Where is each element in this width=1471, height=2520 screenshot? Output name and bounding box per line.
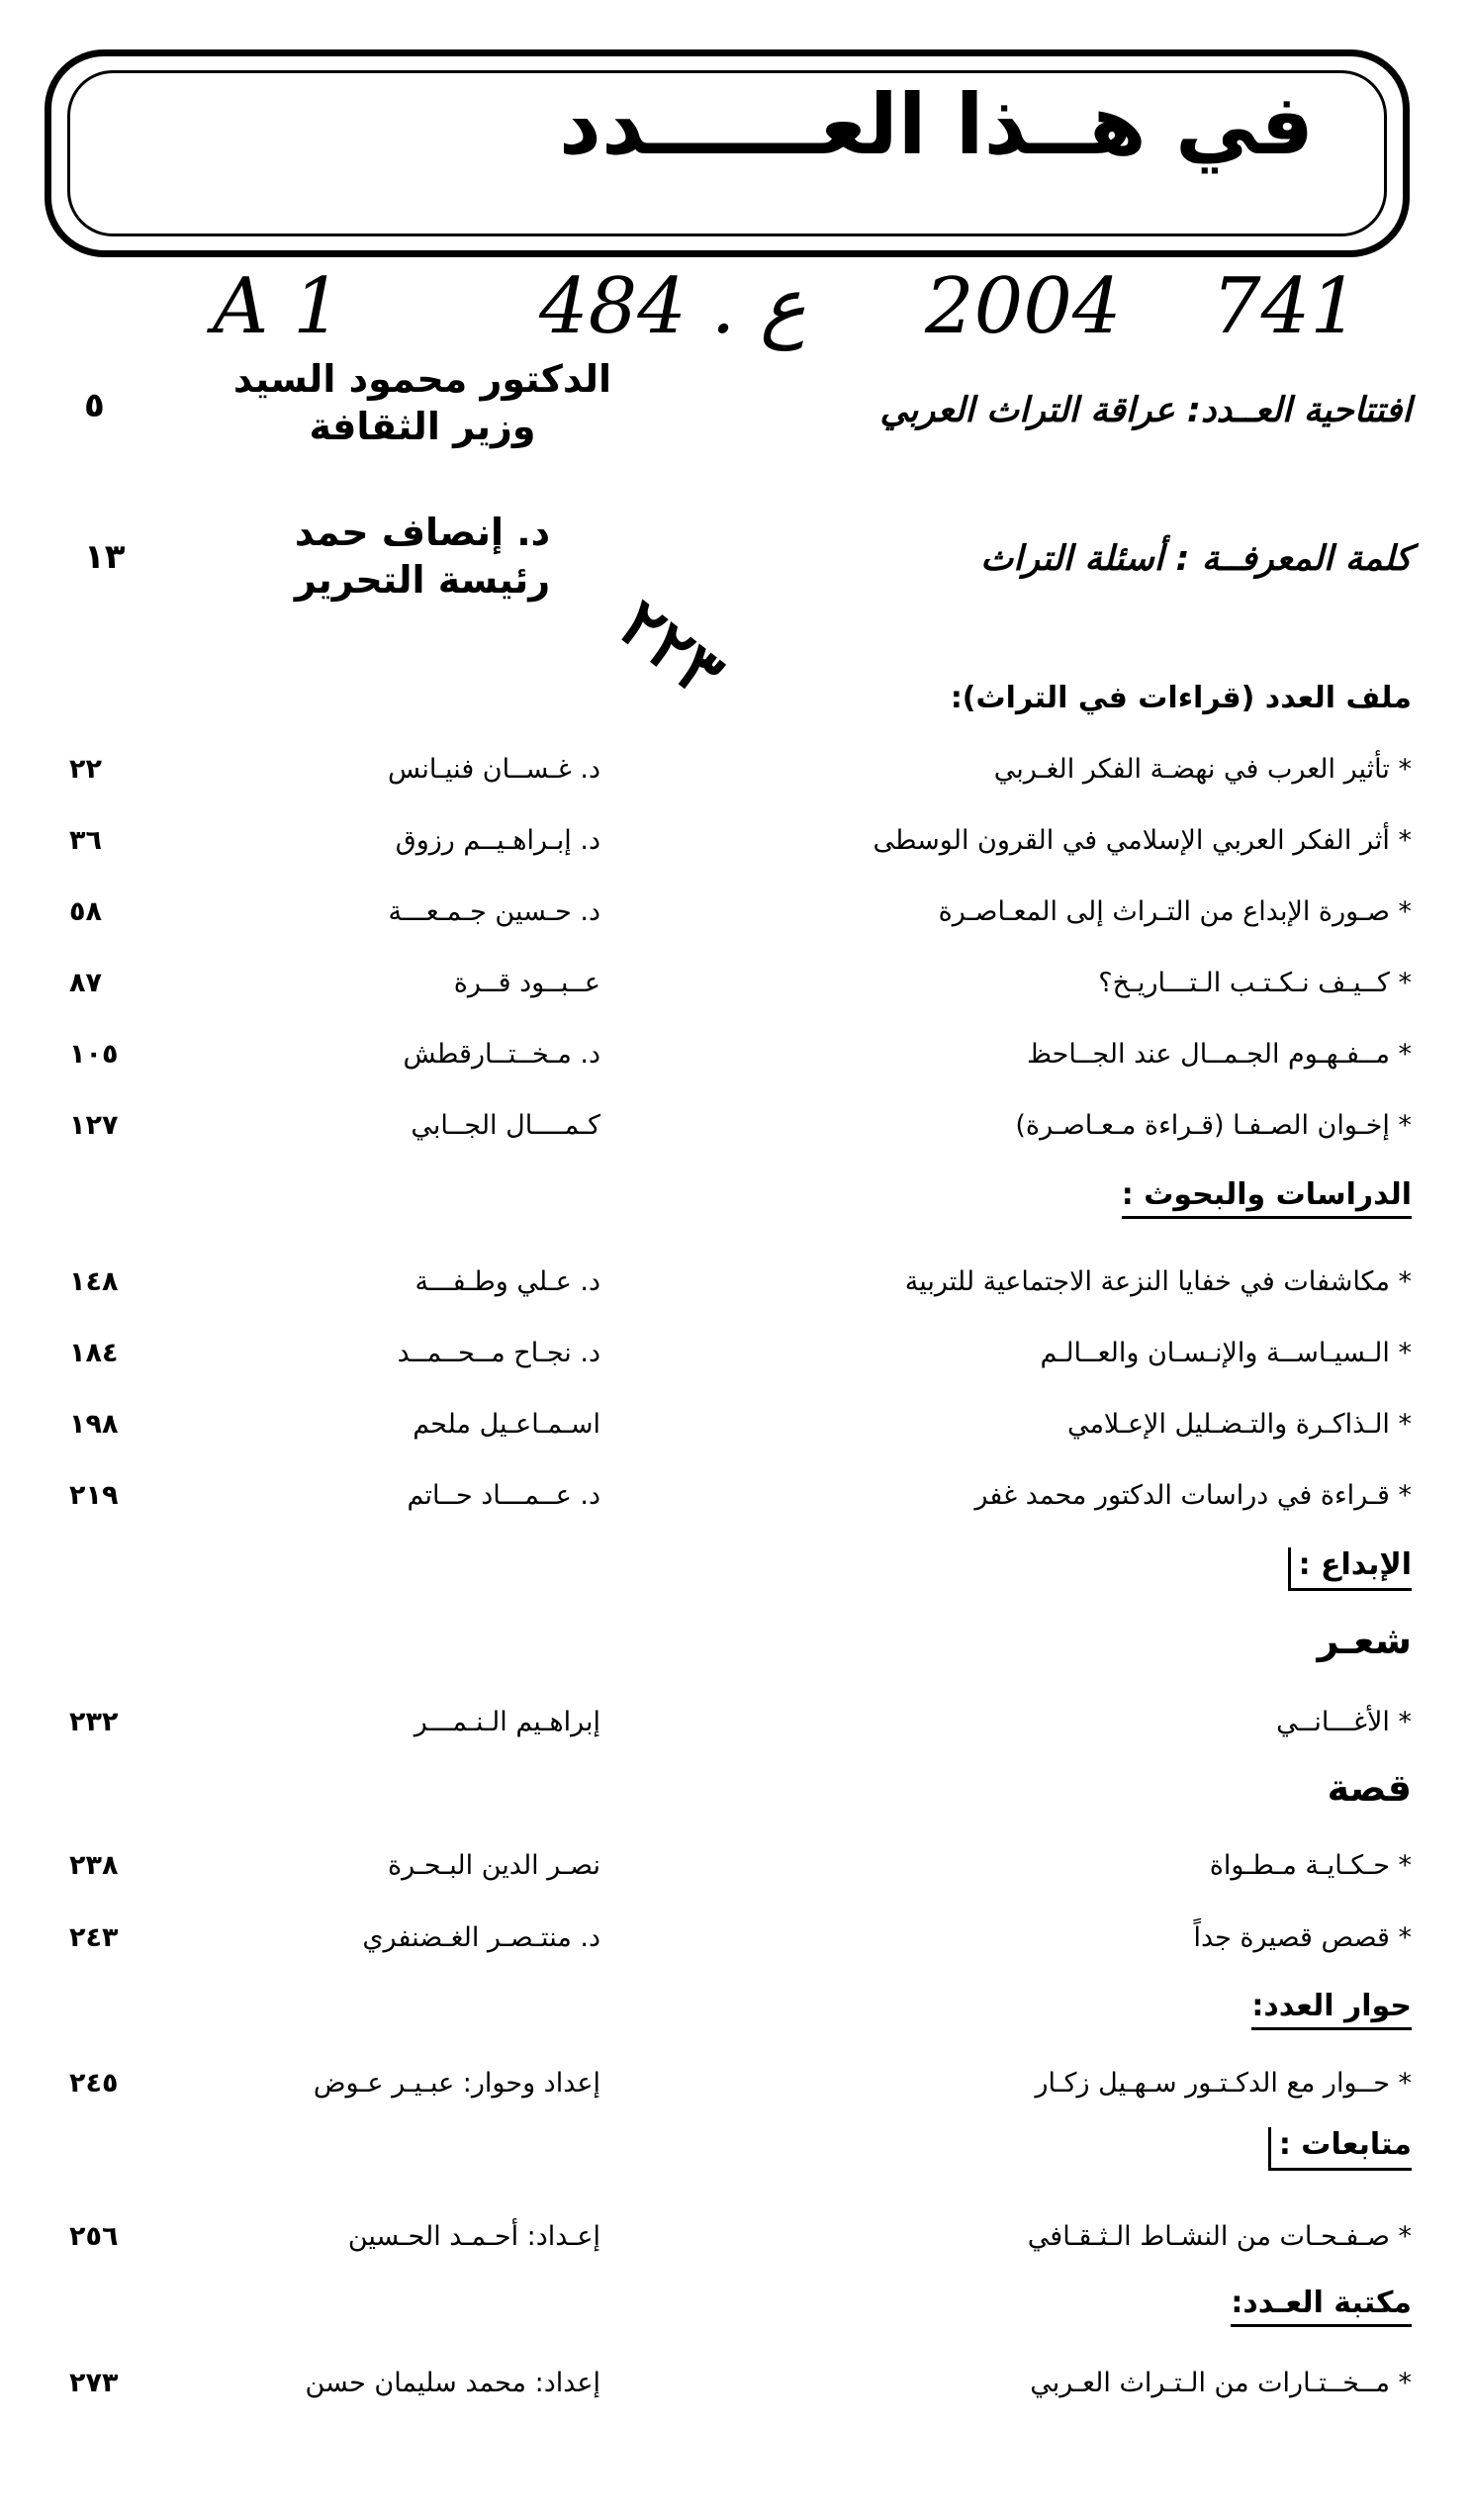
toc-author: إبراهـيم الـنـمـــر: [414, 1707, 600, 1737]
toc-author: إعـداد: أحـمـد الحـسين: [347, 2221, 600, 2252]
toc-topic: * إخـوان الصـفـا (قـراءة مـعـاصـرة): [1015, 1110, 1412, 1141]
toc-topic: * الـسيـاســة والإنـسـان والعــالـم: [1040, 1338, 1412, 1368]
section-heading-interview: حوار العدد:: [1251, 1989, 1412, 2030]
handwritten-part: 2004: [925, 262, 1122, 351]
header-frame: [45, 49, 1410, 257]
toc-topic: * مكاشفات في خفايا النزعة الاجتماعية للتربية: [904, 1266, 1412, 1297]
author-line: الدكتور محمود السيد: [232, 357, 612, 401]
toc-page: ٥: [84, 386, 105, 425]
number-stamp: ٢٢٣: [603, 584, 739, 713]
section-heading-library: مكتبة العـدد:: [1231, 2286, 1412, 2327]
toc-page: ٢٤٥: [69, 2068, 119, 2099]
toc-page: ٢٣٢: [69, 1707, 119, 1737]
author-line: وزير الثقافة: [309, 404, 536, 448]
toc-page: ١٣: [84, 537, 126, 577]
toc-page: ٢٢: [69, 754, 102, 785]
toc-author: د. منتـصـر الغـضنفري: [362, 1922, 600, 1953]
toc-topic: * مــخــتـارات من الـتـراث العـربي: [1030, 2368, 1412, 2398]
toc-page: ٥٨: [69, 896, 102, 927]
toc-page: ١٩٨: [69, 1409, 119, 1440]
toc-page: ١٢٧: [69, 1110, 119, 1141]
toc-topic: * قصص قصيرة جداً: [1193, 1922, 1412, 1953]
toc-author: د. عــمـــاد حــاتم: [407, 1480, 600, 1511]
handwritten-note: [213, 262, 1400, 371]
toc-author: كـمــــال الجــابي: [411, 1110, 600, 1141]
toc-author: د. عـلي وطـفـــة: [414, 1266, 600, 1297]
toc-topic: * أثر الفكر العربي الإسلامي في القرون الوسطى: [873, 825, 1412, 856]
toc-topic: كلمة المعرفــة : أسئلة التراث: [980, 539, 1412, 579]
toc-page: ٢٥٦: [69, 2221, 119, 2252]
toc-page: ٨٧: [69, 968, 102, 998]
toc-author: نصـر الدين البـحـرة: [387, 1850, 600, 1881]
toc-topic: * الـذاكـرة والتـضـليل الإعـلامي: [1066, 1409, 1412, 1440]
subsection-heading-poetry: شعـر: [1317, 1619, 1412, 1662]
author-line: رئيسة التحرير: [294, 557, 551, 602]
toc-page: ٢١٩: [69, 1480, 119, 1511]
toc-page: ١٠٥: [69, 1039, 119, 1070]
toc-page: ٣٦: [69, 825, 102, 856]
toc-topic: * حــوار مع الدكـتـور سـهـيل زكـار: [1035, 2068, 1412, 2099]
toc-topic: * كــيـف نـكـتـب الـتـــاريـخ؟: [1098, 968, 1412, 998]
section-heading-creativity: الإبداع :: [1288, 1547, 1412, 1591]
toc-author: د. نجـاح مــحــمــد: [397, 1338, 600, 1368]
toc-topic: * صـفـحـات من النشـاط الـثـقـافي: [1027, 2221, 1412, 2252]
handwritten-part: A 1: [213, 262, 342, 351]
section-heading-followups: متابعات :: [1268, 2127, 1412, 2171]
toc-author: [185, 510, 660, 604]
toc-author: عــبــود قــرة: [453, 968, 600, 998]
page-title: في هــذا العــــــدد: [558, 76, 1314, 173]
toc-topic: افتتاحية العــدد: عراقة التراث العربي: [879, 391, 1412, 430]
toc-page: ٢٧٣: [69, 2368, 119, 2398]
toc-page: ١٨٤: [69, 1338, 119, 1368]
toc-author: [185, 356, 660, 450]
toc-topic: * مــفـهـوم الجـمــال عند الجــاحظ: [1027, 1039, 1412, 1070]
toc-author: اسـمـاعـيل ملحم: [413, 1409, 600, 1440]
toc-topic: * تأثير العرب في نهضـة الفكر الغـربي: [993, 754, 1412, 785]
author-line: د. إنصاف حمد: [294, 511, 551, 554]
toc-page: ٢٣٨: [69, 1850, 119, 1881]
toc-page: ١٤٨: [69, 1266, 119, 1297]
section-heading-dossier: ملف العدد (قراءات في التراث):: [950, 681, 1412, 715]
handwritten-part: 484 . ع: [539, 262, 806, 351]
toc-topic: * حـكـايـة مـطـواة: [1209, 1850, 1412, 1881]
toc-author: د. حـسين جـمـعـــة: [388, 896, 600, 927]
toc-topic: * قـراءة في دراسات الدكتور محمد غفر: [974, 1480, 1412, 1511]
toc-author: د. إبـراهـيــم رزوق: [395, 825, 600, 856]
toc-author: د. غـســان فنيـانس: [387, 754, 600, 785]
toc-page: ٢٤٣: [69, 1922, 119, 1953]
section-heading-studies: الدراسات والبحوث :: [1122, 1177, 1412, 1219]
toc-author: د. مـخــتــارقطش: [403, 1039, 600, 1070]
subsection-heading-story: قصة: [1327, 1766, 1412, 1810]
toc-topic: * صـورة الإبداع من التـراث إلى المعـاصـرة: [938, 896, 1412, 927]
toc-author: إعداد: محمد سليمان حسن: [305, 2368, 600, 2398]
toc-author: إعداد وحوار: عبـيـر عـوض: [313, 2068, 600, 2099]
toc-topic: * الأغـــانــي: [1276, 1707, 1412, 1737]
handwritten-part: 741: [1212, 262, 1359, 351]
